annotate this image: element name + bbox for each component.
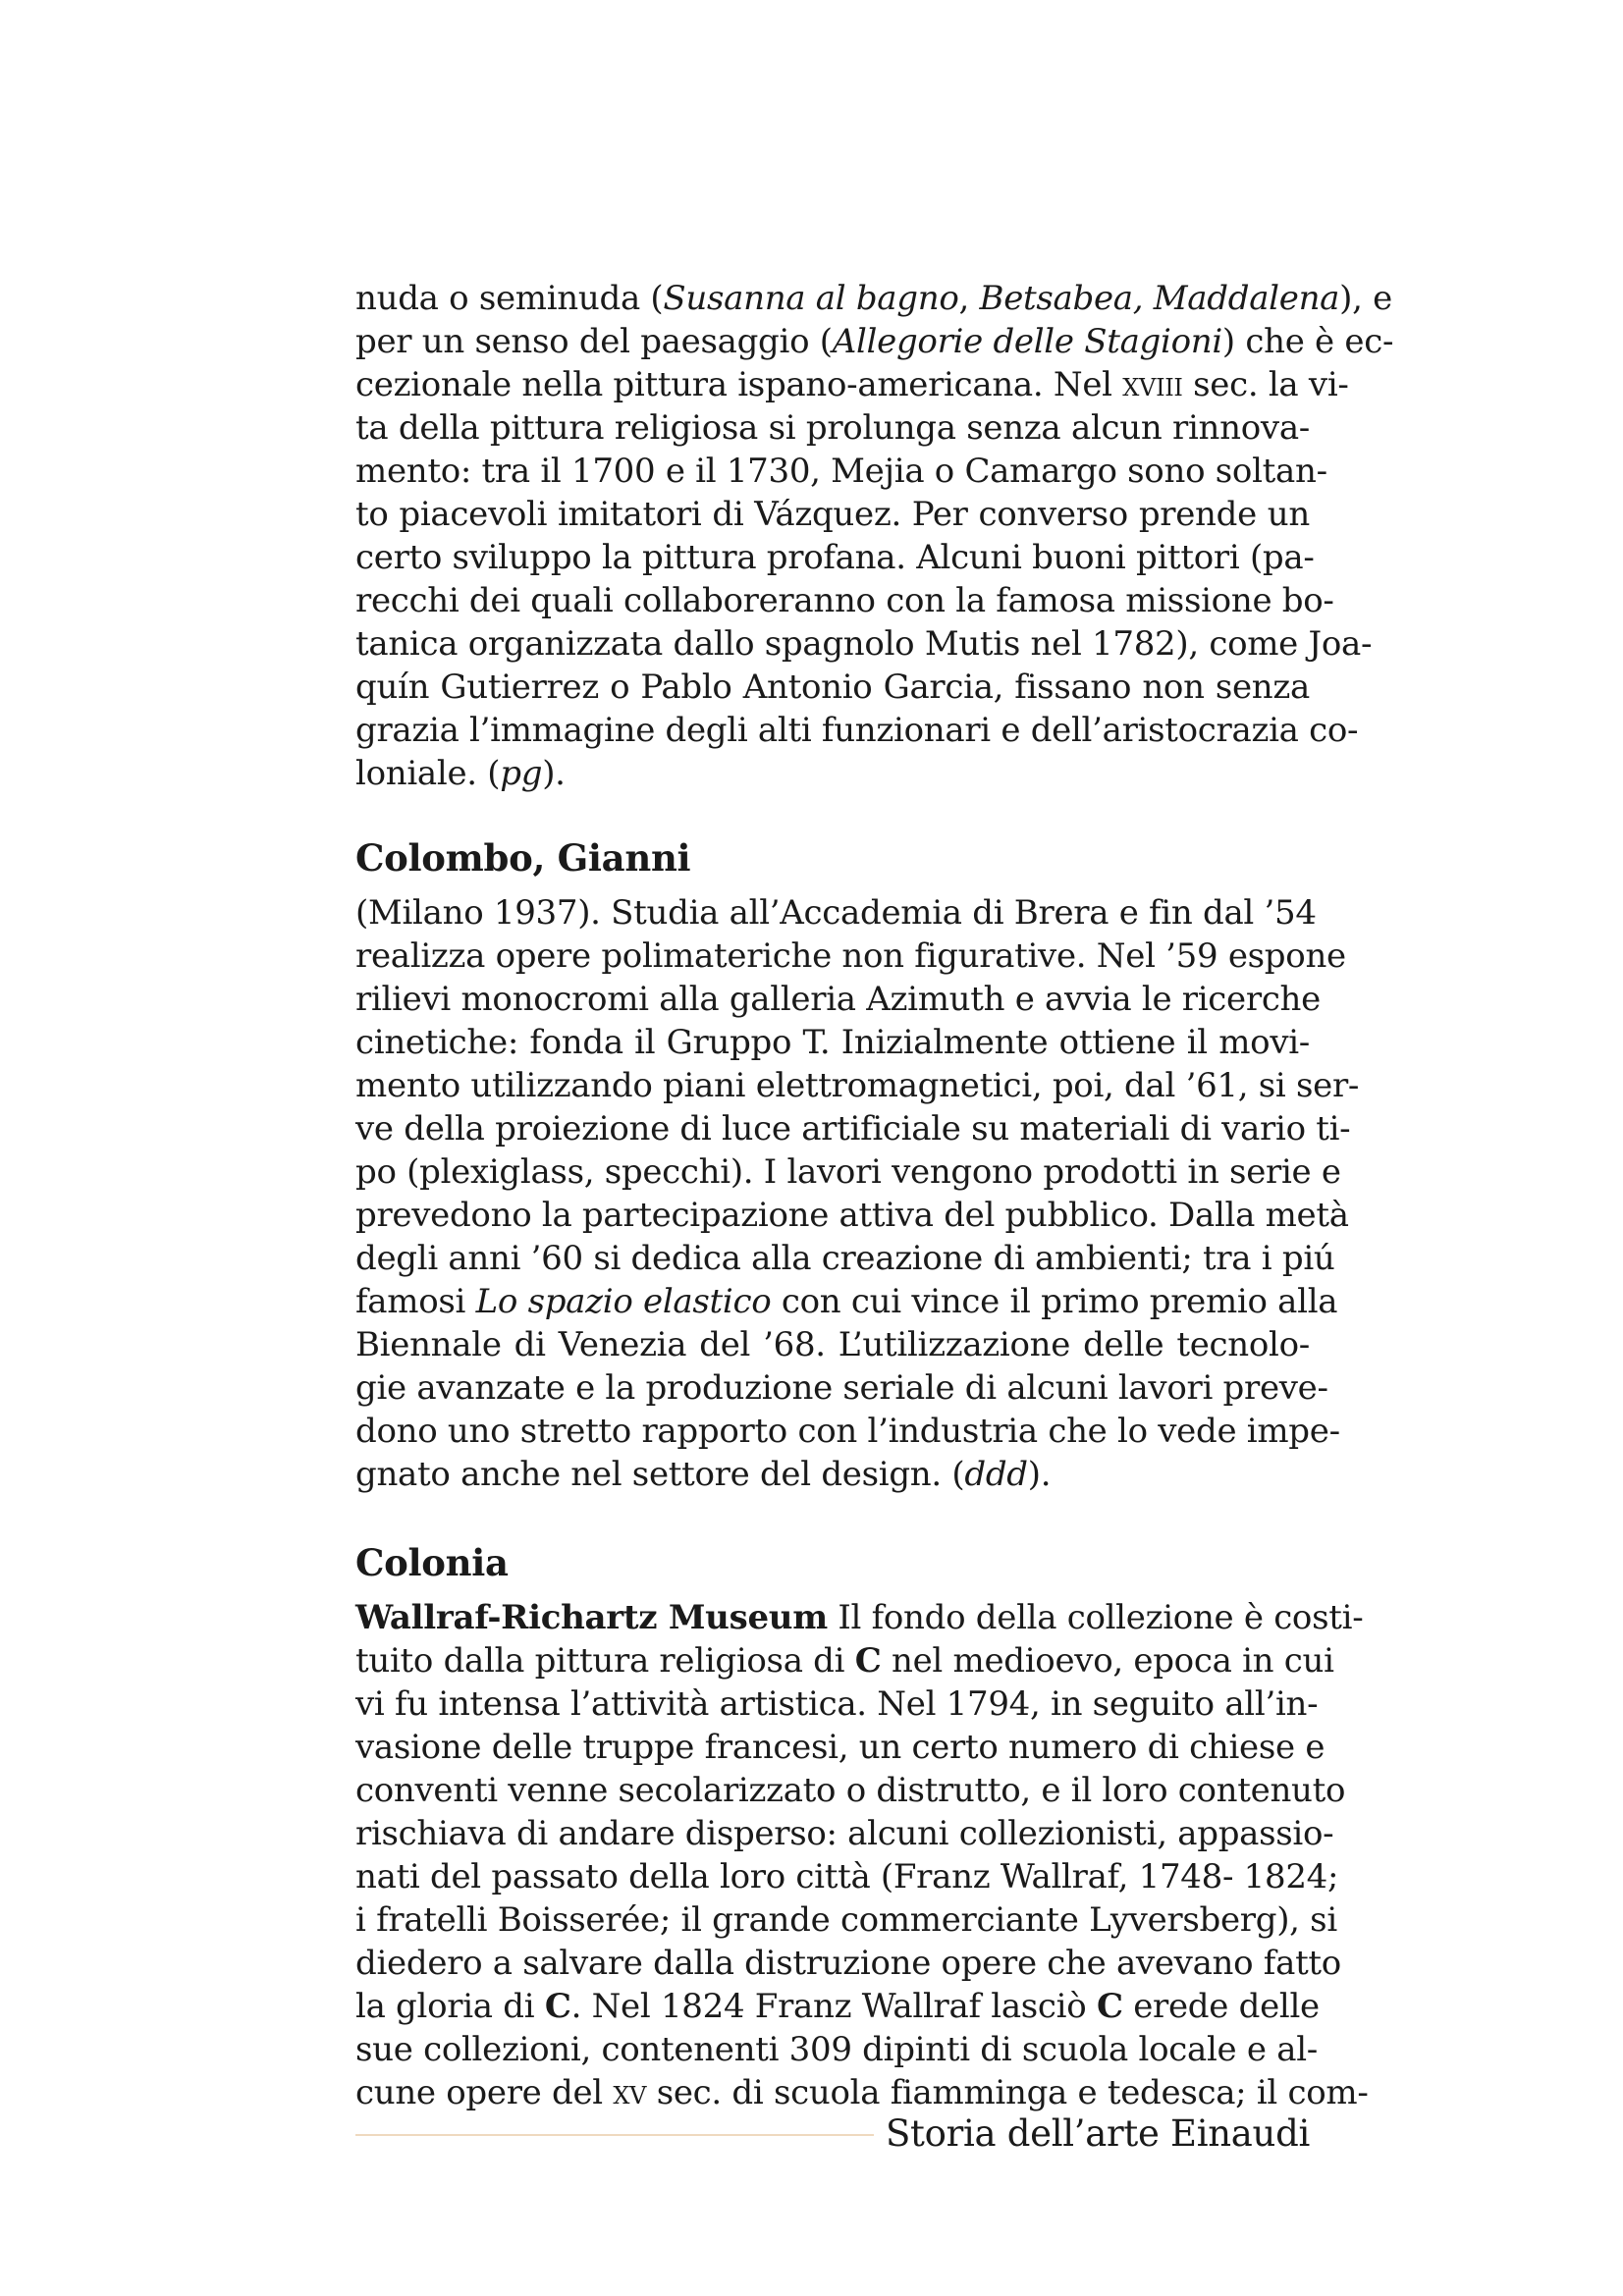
text-run: Biennale di Venezia del ’68. L’utilizzazione delle tecnolo- [355, 1325, 1310, 1364]
text-run: ). [1027, 1455, 1052, 1494]
text-run: rilievi monocromi alla galleria Azimuth e avvia le ricerche [355, 980, 1321, 1019]
text-line [355, 450, 1327, 493]
italic-title: Lo spazio elastico [475, 1282, 772, 1321]
text-line [355, 709, 1359, 752]
text-run: gie avanzate e la produzione seriale di alcuni lavori preve- [355, 1368, 1328, 1408]
text-line [355, 752, 1310, 795]
footer-title: Storia dell’arte Einaudi [886, 2112, 1310, 2155]
entry-colombo-text [355, 891, 1360, 1496]
text-run: mento: tra il 1700 e il 1730, Mejia o Camargo sono soltan- [355, 452, 1327, 491]
text-line [355, 1323, 1310, 1366]
text-line [355, 320, 1394, 363]
entry-heading: Colonia [355, 1541, 509, 1584]
entry-colonia [355, 1539, 1369, 2114]
text-line [355, 1639, 1334, 1682]
text-line [355, 1280, 1338, 1323]
entry-colonia-text [355, 1596, 1369, 2114]
text-line [355, 363, 1349, 406]
entry-continuation [355, 277, 1394, 795]
text-line [355, 1985, 1320, 2028]
text-run: cezionale nella pittura ispano-americana. Nel [355, 365, 1123, 404]
text-run: diedero a salvare dalla distruzione opere che avevano fatto [355, 1944, 1341, 1983]
bold-term: C [544, 1987, 571, 2026]
page-body [355, 277, 1394, 2114]
text-run: . Nel 1824 Franz Wallraf lasciò [570, 1987, 1097, 2026]
text-line [355, 536, 1315, 579]
text-line [355, 1812, 1334, 1855]
text-run: recchi dei quali collaboreranno con la famosa missione bo- [355, 581, 1334, 620]
italic-title: Allegorie delle Stagioni [832, 322, 1222, 361]
text-run: ), e [1339, 279, 1392, 318]
century-numeral: xv [613, 2073, 647, 2112]
text-run: conventi venne secolarizzato o distrutto, e il loro contenuto [355, 1771, 1346, 1810]
italic-title: ddd [964, 1455, 1028, 1494]
text-run: vasione delle truppe francesi, un certo numero di chiese e [355, 1728, 1325, 1767]
italic-title: Betsabea, Maddalena [979, 279, 1340, 318]
text-run: prevedono la partecipazione attiva del pubblico. Dalla metà [355, 1196, 1349, 1235]
text-run: cinetiche: fonda il Gruppo T. Inizialmente ottiene il movi- [355, 1023, 1310, 1062]
text-run: vi fu intensa l’attività artistica. Nel 1794, in seguito all’in- [355, 1684, 1319, 1724]
text-run: to piacevoli imitatori di Vázquez. Per converso prende un [355, 495, 1310, 534]
text-line [355, 1453, 1310, 1496]
text-line [355, 1366, 1328, 1410]
text-run: po (plexiglass, specchi). I lavori vengono prodotti in serie e [355, 1152, 1341, 1192]
text-line [355, 493, 1310, 536]
page-footer [355, 2110, 1310, 2158]
text-run: realizza opere polimateriche non figurative. Nel ’59 espone [355, 936, 1346, 976]
text-line [355, 978, 1321, 1021]
text-run: grazia l’immagine degli alti funzionari e dell’aristocrazia co- [355, 711, 1359, 750]
italic-title: pg [500, 754, 543, 793]
text-run: mento utilizzando piani elettromagnetici, poi, dal ’61, si ser- [355, 1066, 1360, 1105]
entry-heading: Colombo, Gianni [355, 836, 691, 880]
text-run: gnato anche nel settore del design. ( [355, 1455, 965, 1494]
bold-term: Wallraf-Richartz Museum [355, 1598, 828, 1637]
text-line [355, 579, 1334, 622]
text-run: la gloria di [355, 1987, 545, 2026]
text-run: loniale. ( [355, 754, 501, 793]
text-run: rischiava di andare disperso: alcuni collezionisti, appassio- [355, 1814, 1334, 1853]
text-run: dono uno stretto rapporto con l’industria che lo vede impe- [355, 1412, 1340, 1451]
text-run: ) che è ec- [1221, 322, 1394, 361]
text-run: i fratelli Boisserée; il grande commerciante Lyversberg), si [355, 1900, 1337, 1940]
text-run: (Milano 1937). Studia all’Accademia di Brera e fin dal ’54 [355, 893, 1317, 933]
text-line [355, 2071, 1369, 2114]
text-run: erede delle [1122, 1987, 1320, 2026]
text-run: tanica organizzata dallo spagnolo Mutis nel 1782), come Joa- [355, 624, 1373, 664]
text-run: certo sviluppo la pittura profana. Alcuni buoni pittori (pa- [355, 538, 1315, 577]
text-run: ve della proiezione di luce artificiale su materiali di vario ti- [355, 1109, 1351, 1148]
text-run: sue collezioni, contenenti 309 dipinti di scuola locale e al- [355, 2030, 1318, 2069]
text-line [355, 1064, 1360, 1107]
text-run: degli anni ’60 si dedica alla creazione di ambienti; tra i piú [355, 1239, 1335, 1278]
text-run: per un senso del paesaggio ( [355, 322, 833, 361]
italic-title: Susanna al bagno [663, 279, 959, 318]
text-run: , [958, 279, 980, 318]
text-line [355, 891, 1317, 934]
text-line [355, 934, 1346, 978]
text-line [355, 406, 1310, 450]
text-line [355, 1682, 1319, 1726]
text-run: ). [542, 754, 566, 793]
text-line [355, 1596, 1364, 1639]
text-run: sec. di scuola fiamminga e tedesca; il com- [646, 2073, 1369, 2112]
text-line [355, 666, 1310, 709]
text-line [355, 1855, 1339, 1898]
entry-colombo-gianni [355, 834, 1360, 1496]
text-run: quín Gutierrez o Pablo Antonio Garcia, fissano non senza [355, 667, 1310, 707]
text-run: con cui vince il primo premio alla [771, 1282, 1338, 1321]
text-line [355, 1021, 1310, 1064]
text-line [355, 1410, 1340, 1453]
text-run: sec. la vi- [1182, 365, 1349, 404]
text-run: cune opere del [355, 2073, 614, 2112]
footer-rule [355, 2134, 874, 2136]
text-line [355, 1769, 1346, 1812]
text-run: tuito dalla pittura religiosa di [355, 1641, 855, 1681]
text-run: nel medioevo, epoca in cui [881, 1641, 1334, 1681]
text-line [355, 277, 1392, 320]
text-run: famosi [355, 1282, 476, 1321]
text-line [355, 1150, 1341, 1194]
text-line [355, 1107, 1351, 1150]
text-line [355, 1237, 1335, 1280]
text-line [355, 1726, 1325, 1769]
entry-continuation-text [355, 277, 1394, 795]
text-run: ta della pittura religiosa si prolunga senza alcun rinnova- [355, 408, 1310, 448]
text-line [355, 2028, 1318, 2071]
text-run: nati del passato della loro città (Franz Wallraf, 1748- 1824; [355, 1857, 1339, 1896]
bold-term: C [854, 1641, 882, 1681]
text-line [355, 1942, 1341, 1985]
text-line [355, 622, 1373, 666]
text-line [355, 1898, 1337, 1942]
text-run: Il fondo della collezione è costi- [827, 1598, 1364, 1637]
text-run: nuda o seminuda ( [355, 279, 664, 318]
bold-term: C [1096, 1987, 1123, 2026]
text-line [355, 1194, 1349, 1237]
century-numeral: xviii [1122, 365, 1183, 404]
